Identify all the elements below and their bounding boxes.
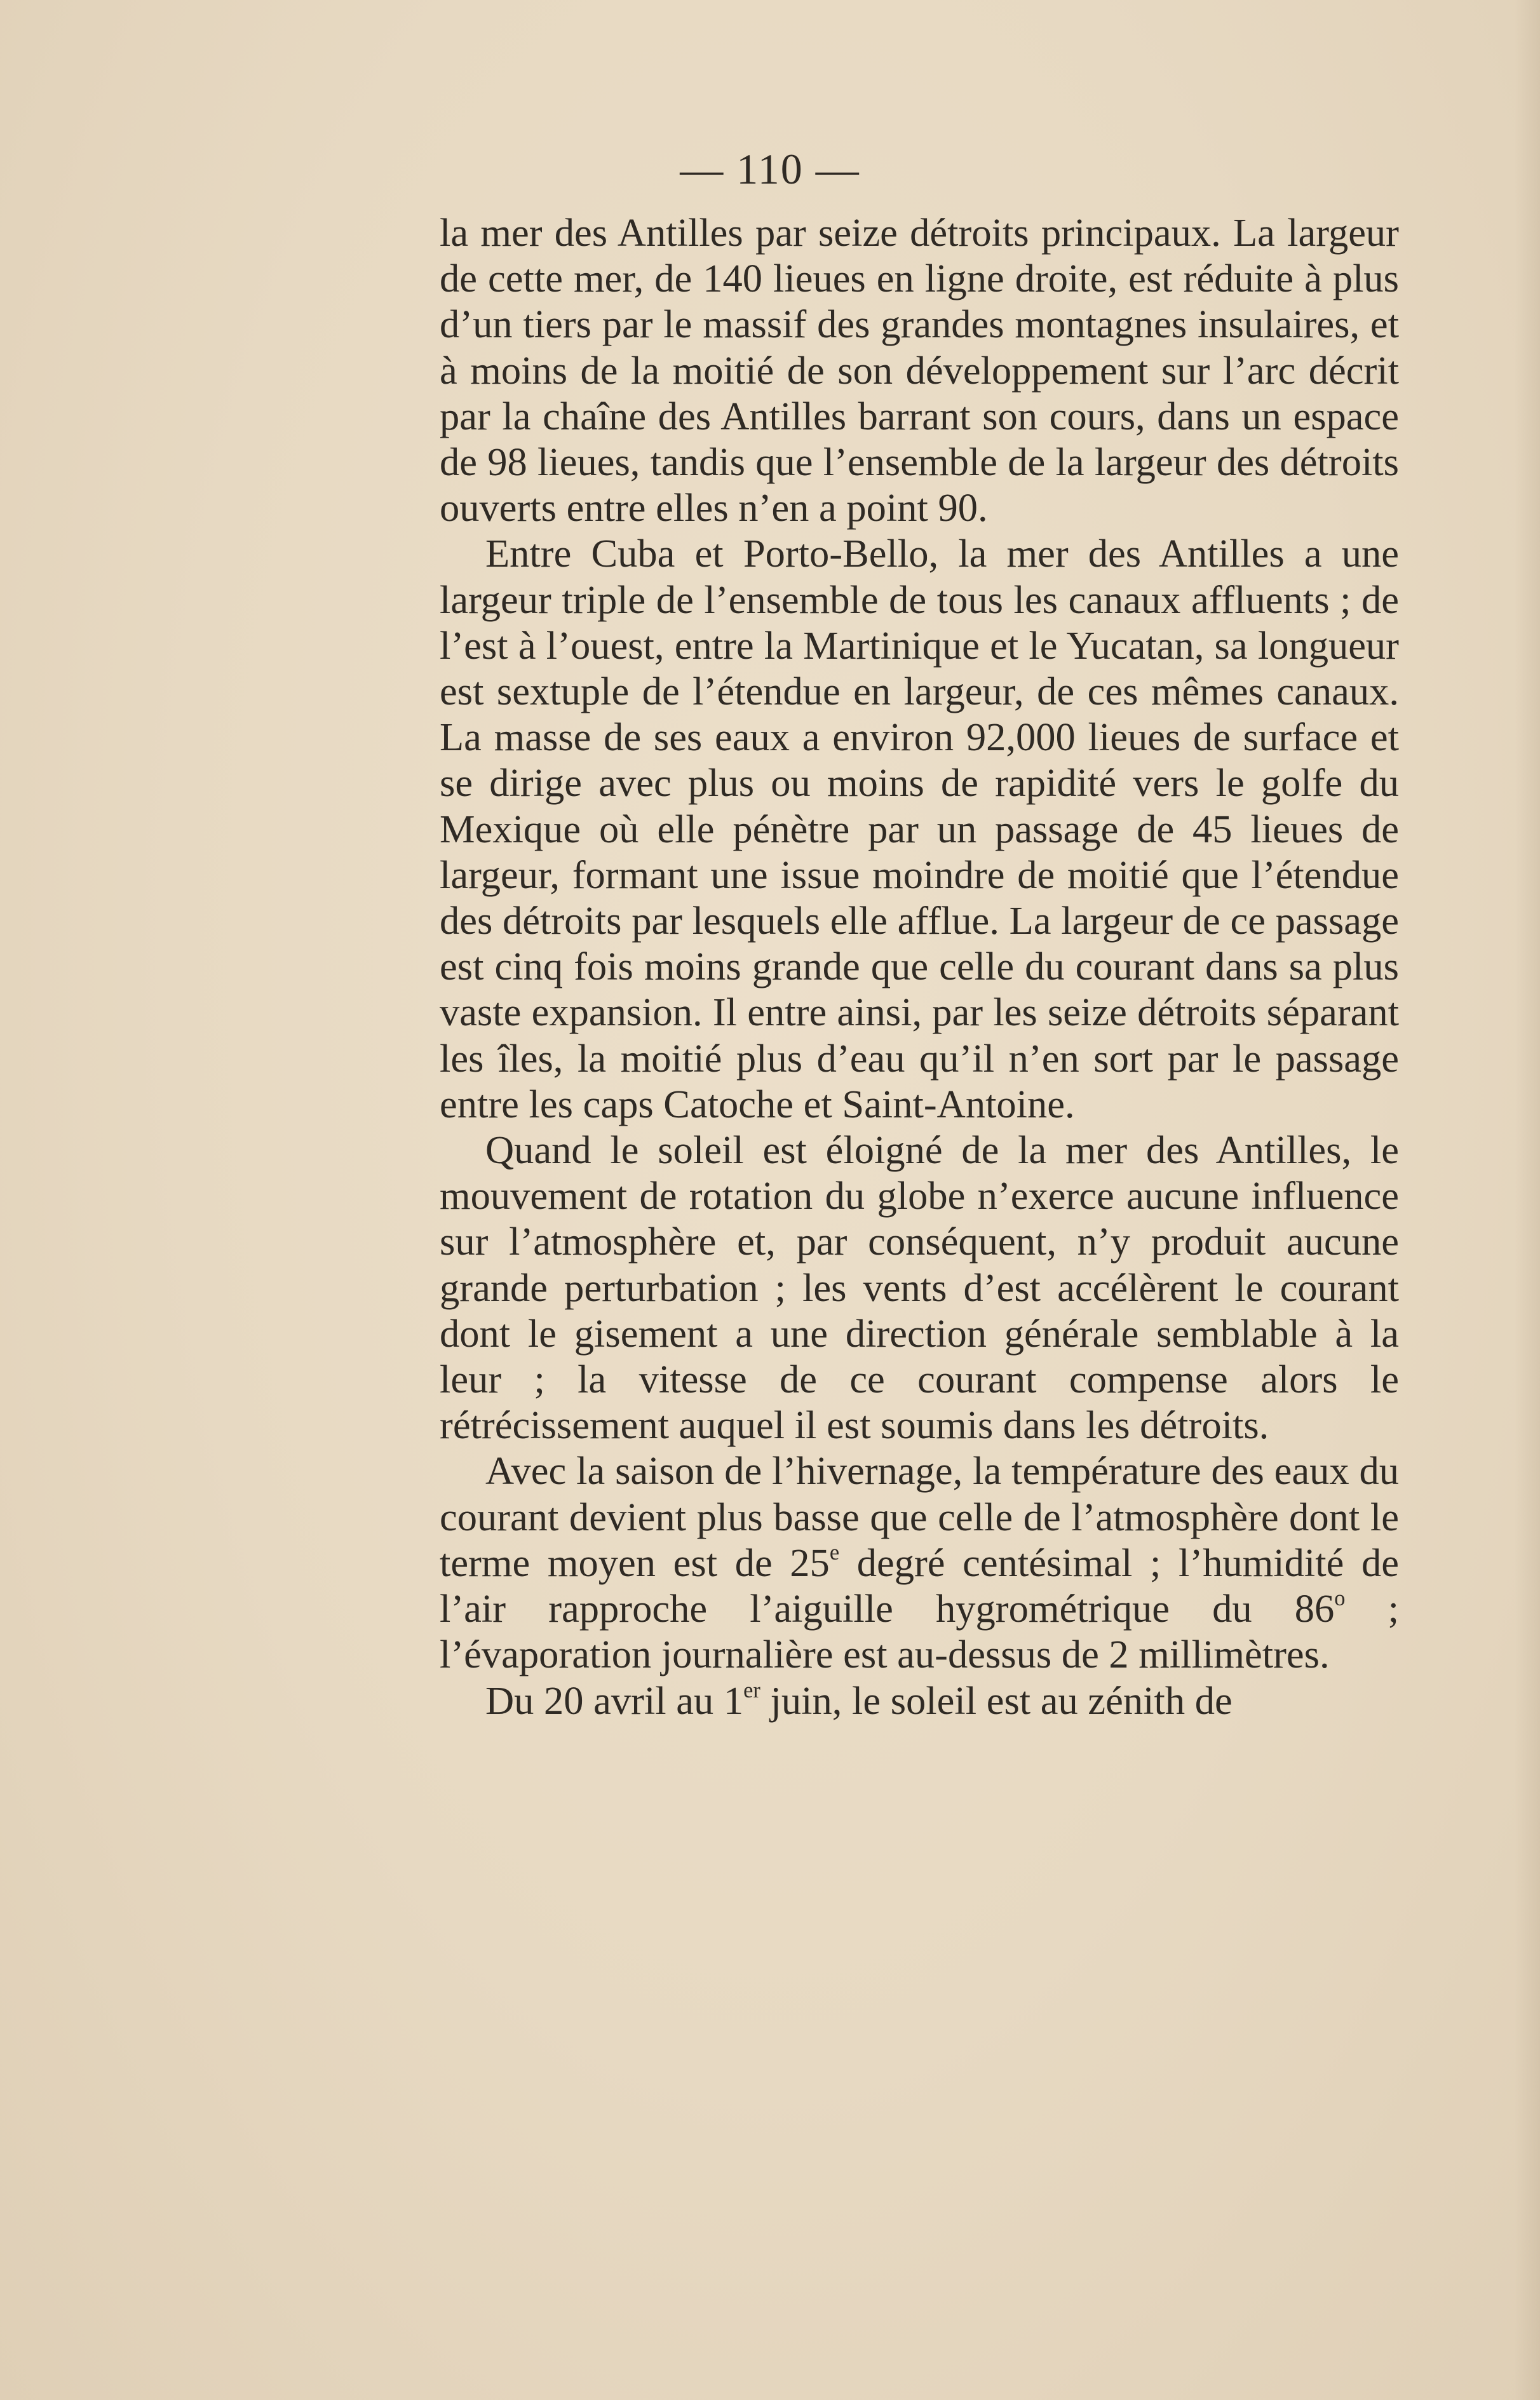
paragraph-5	[440, 1678, 1399, 1723]
page-edge-shadow	[1515, 0, 1540, 2400]
paragraph-4-part-2: degré centésimal ; l’humidité de l’air rapproche l’aiguille hygrométrique du 86	[440, 1540, 1399, 1631]
paragraph-3: Quand le soleil est éloigné de la mer des Antilles, le mouvement de rotation du globe n’exerce aucune influence sur l’atmosphère et, par conséquent, n’y produit aucune grande perturbation ; les vents d’est accélèrent le courant dont le gisement a une direction générale semblable à la leur ; la vitesse de ce courant compense alors le rétrécissement auquel il est soumis dans les détroits.	[440, 1128, 1399, 1448]
paragraph-5-part-1: Du 20 avril au 1	[485, 1678, 744, 1723]
page-number: — 110 —	[680, 145, 860, 193]
paragraph-1: la mer des Antilles par seize détroits principaux. La largeur de cette mer, de 140 lieues en ligne droite, est réduite à plus d’un tiers par le massif des grandes montagnes insulaires, et à moins de la moitié de son développement sur l’arc décrit par la chaîne des Antilles barrant son cours, dans un espace de 98 lieues, tandis que l’ensemble de la largeur des détroits ouverts entre elles n’en a point 90.	[440, 210, 1399, 530]
body-text	[440, 210, 1399, 1723]
superscript-degree-ordinal: e	[829, 1540, 840, 1565]
superscript-degree-symbol: o	[1334, 1586, 1346, 1611]
paragraph-4-part-1: Avec la saison de l’hivernage, la température des eaux du courant devient plus basse que celle de l’atmosphère dont le terme moyen est de 25	[440, 1448, 1399, 1585]
paragraph-4	[440, 1448, 1399, 1677]
paragraph-2: Entre Cuba et Porto-Bello, la mer des Antilles a une largeur triple de l’ensemble de tous les canaux affluents ; de l’est à l’ouest, entre la Martinique et le Yucatan, sa longueur est sextuple de l’étendue en largeur, de ces mêmes canaux. La masse de ses eaux a environ 92,000 lieues de surface et se dirige avec plus ou moins de rapidité vers le golfe du Mexique où elle pénètre par un passage de 45 lieues de largeur, formant une issue moindre de moitié que l’étendue des détroits par lesquels elle afflue. La largeur de ce passage est cinq fois moins grande que celle du courant dans sa plus vaste expansion. Il entre ainsi, par les seize détroits séparant les îles, la moitié plus d’eau qu’il n’en sort par le passage entre les caps Catoche et Saint-Antoine.	[440, 531, 1399, 1126]
superscript-premier: er	[743, 1678, 760, 1702]
paragraph-5-part-2: juin, le soleil est au zénith de	[760, 1678, 1233, 1723]
paragraph-4-part-3: ; l’évaporation journalière est au-dessus de 2 millimètres.	[440, 1586, 1399, 1677]
